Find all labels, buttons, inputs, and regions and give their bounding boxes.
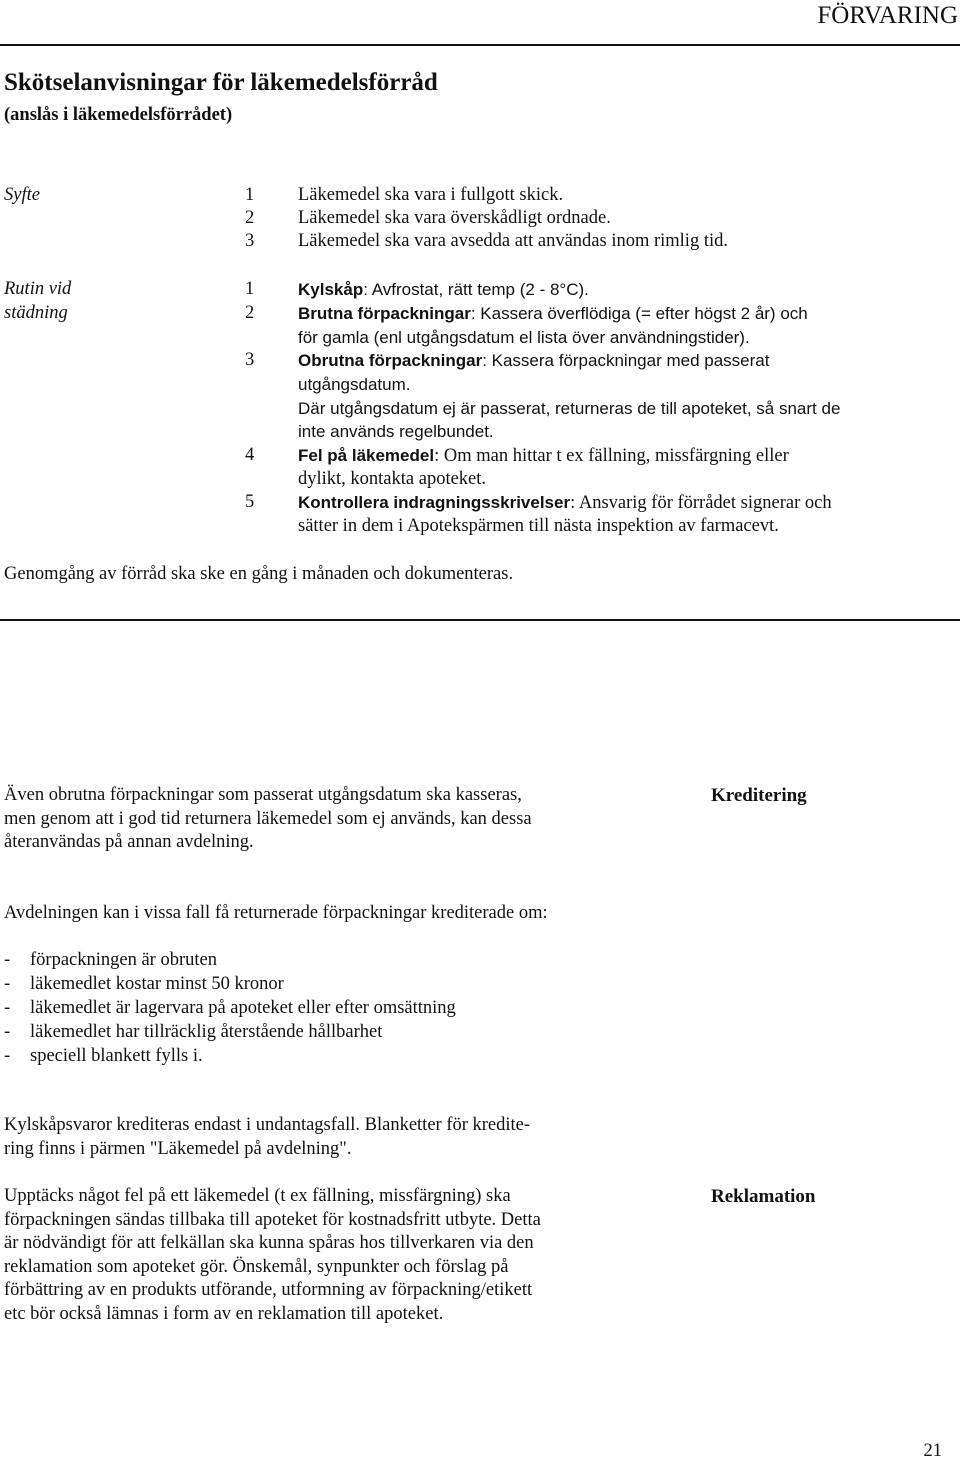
list-item-text: förpackningen är obruten (30, 950, 217, 970)
page-subtitle: (anslås i läkemedelsförrådet) (4, 105, 233, 125)
list-dash: - (4, 998, 11, 1018)
kreditering-intro (4, 784, 612, 855)
rutin-item-body: : Om man hittar t ex fällning, missfärgning eller (434, 446, 789, 466)
kreditering-conditions-list (4, 949, 456, 1069)
rutin-item-heading: Kylskåp (298, 280, 364, 299)
list-item-text: speciell blankett fylls i. (30, 1046, 203, 1066)
rutin-item-continuation: inte används regelbundet. (298, 422, 494, 441)
list-dash: - (4, 1046, 11, 1066)
rutin-label-line1: Rutin vid (4, 279, 72, 299)
rutin-item-number: 2 (245, 303, 255, 323)
list-dash: - (4, 1022, 11, 1042)
reklamation-heading: Reklamation (711, 1186, 816, 1207)
syfte-item-number: 1 (245, 185, 255, 205)
reklamation-paragraph (4, 1185, 612, 1326)
list-item (4, 1045, 456, 1069)
list-item (4, 973, 456, 997)
rutin-item-text (298, 444, 918, 469)
syfte-item-text: Läkemedel ska vara avsedda att användas inom rimlig tid. (298, 231, 728, 251)
rutin-item-heading: Obrutna förpackningar (298, 351, 483, 370)
list-item-text: läkemedlet kostar minst 50 kronor (30, 974, 284, 994)
kreditering-note (4, 1114, 612, 1161)
rutin-item-continuation: för gamla (enl utgångsdatum el lista över användningstider). (298, 328, 750, 347)
text-line: förpackningen sändas tillbaka till apoteket för kostnadsfritt utbyte. Detta (4, 1209, 541, 1230)
header-divider (0, 44, 960, 46)
kreditering-conditions-intro: Avdelningen kan i vissa fall få returnerade förpackningar krediterade om: (4, 903, 548, 923)
rutin-item-heading: Kontrollera indragningsskrivelser (298, 493, 571, 512)
text-line: Kylskåpsvaror krediteras endast i undantagsfall. Blanketter för kredite- (4, 1115, 531, 1135)
list-dash: - (4, 950, 11, 970)
rutin-item-body: : Kassera förpackningar med passerat (482, 351, 770, 370)
syfte-item-text: Läkemedel ska vara överskådligt ordnade. (298, 208, 611, 228)
text-line: Även obrutna förpackningar som passerat utgångsdatum ska kasseras, (4, 785, 522, 805)
syfte-item-number: 3 (245, 231, 255, 251)
list-item (4, 949, 456, 973)
rutin-item-heading: Brutna förpackningar (298, 304, 471, 323)
syfte-label: Syfte (4, 185, 40, 205)
rutin-item-continuation: utgångsdatum. (298, 375, 411, 394)
rutin-item-number: 4 (245, 445, 255, 465)
rutin-item-body: : Ansvarig för förrådet signerar och (570, 493, 832, 513)
list-dash: - (4, 974, 11, 994)
list-item-text: läkemedlet är lagervara på apoteket eller efter omsättning (30, 998, 456, 1018)
section-divider (0, 619, 960, 621)
rutin-item-body: : Avfrostat, rätt temp (2 - 8°C). (363, 280, 589, 299)
text-line: är nödvändigt för att felkällan ska kunna spåras hos tillverkaren via den (4, 1233, 534, 1253)
kreditering-heading: Kreditering (711, 785, 807, 806)
rutin-item-body: : Kassera överflödiga (= efter högst 2 år) och (470, 304, 808, 323)
rutin-item-number: 5 (245, 492, 255, 512)
rutin-item-heading: Fel på läkemedel (298, 446, 435, 465)
section-title: FÖRVARING (817, 2, 958, 29)
page-number: 21 (923, 1440, 942, 1461)
rutin-item-continuation: Där utgångsdatum ej är passerat, returneras de till apoteket, så snart de (298, 399, 841, 418)
rutin-item-number: 1 (245, 279, 255, 299)
text-line: Upptäcks något fel på ett läkemedel (t ex fällning, missfärgning) ska (4, 1186, 511, 1206)
rutin-label-line2: städning (4, 303, 68, 323)
rutin-item-continuation: dylikt, kontakta apoteket. (298, 469, 487, 489)
rutin-item-number: 3 (245, 350, 255, 370)
list-item (4, 997, 456, 1021)
syfte-item-text: Läkemedel ska vara i fullgott skick. (298, 185, 564, 205)
rutin-footer-note: Genomgång av förråd ska ske en gång i månaden och dokumenteras. (4, 564, 514, 584)
text-line: reklamation som apoteket gör. Önskemål, synpunkter och förslag på (4, 1256, 509, 1277)
rutin-item-text (298, 278, 918, 302)
text-line: ring finns i pärmen "Läkemedel på avdelning". (4, 1138, 352, 1159)
text-line: men genom att i god tid returnera läkemedel som ej används, kan dessa (4, 808, 532, 829)
list-item-text: läkemedlet har tillräcklig återstående hållbarhet (30, 1022, 383, 1042)
rutin-item-text (298, 349, 918, 373)
text-line: etc bör också lämnas i form av en reklamation till apoteket. (4, 1303, 444, 1324)
text-line: återanvändas på annan avdelning. (4, 832, 254, 852)
list-item (4, 1021, 456, 1045)
rutin-item-text (298, 302, 918, 326)
page-title: Skötselanvisningar för läkemedelsförråd (4, 69, 438, 96)
rutin-item-continuation: sätter in dem i Apotekspärmen till nästa inspektion av farmacevt. (298, 516, 779, 536)
rutin-item-text (298, 491, 918, 516)
text-line: förbättring av en produkts utförande, utformning av förpackning/etikett (4, 1280, 533, 1300)
syfte-item-number: 2 (245, 208, 255, 228)
